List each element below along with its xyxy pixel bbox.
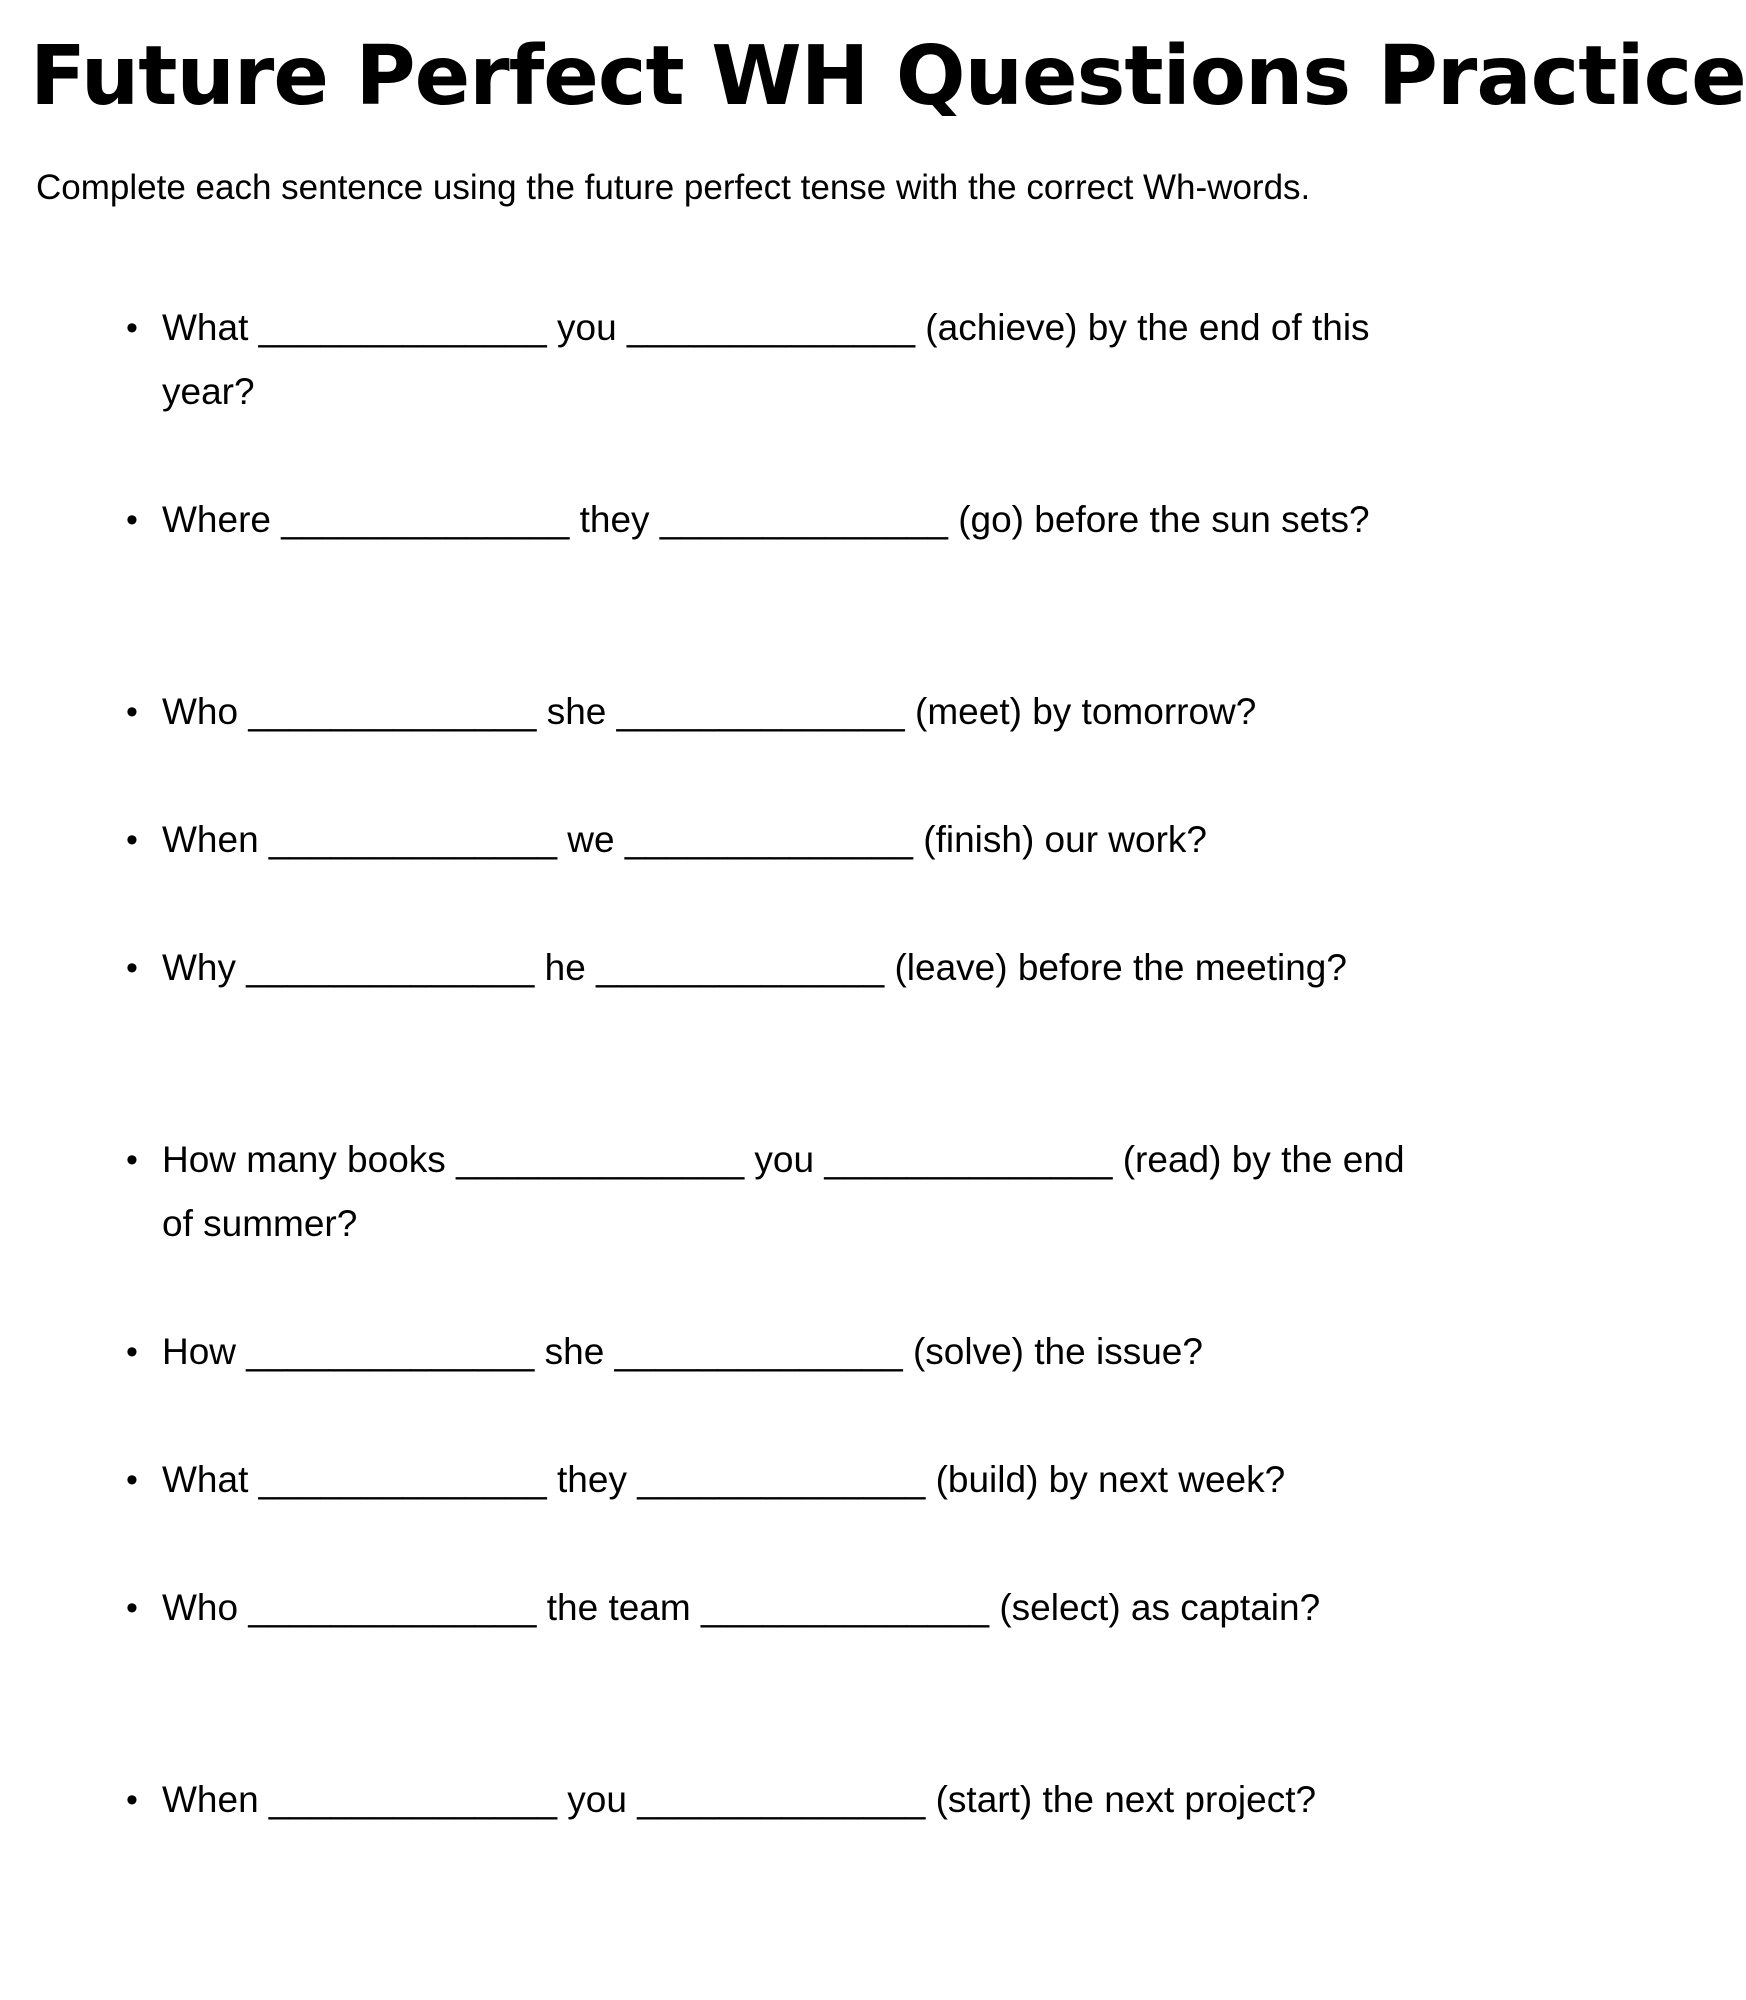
question-item-4: • When ______________ we ______________ (finish) our work? [110,808,1410,872]
question-item-5: • Why ______________ he ______________ (leave) before the meeting? [110,936,1410,1064]
question-item-1: • What ______________ you ______________ (achieve) by the end of this year? [110,296,1410,424]
question-item-3: • Who ______________ she ______________ (meet) by tomorrow? [110,680,1410,744]
question-item-6: • How many books ______________ you ______________ (read) by the end of summer? [110,1128,1410,1256]
question-item-8: • What ______________ they ______________ (build) by next week? [110,1448,1410,1512]
question-item-9: • Who ______________ the team ______________ (select) as captain? [110,1576,1410,1704]
question-item-7: • How ______________ she ______________ (solve) the issue? [110,1320,1410,1384]
question-item-10: • When ______________ you ______________ (start) the next project? [110,1768,1410,1896]
worksheet-title: Future Perfect WH Questions Practice [30,29,1746,124]
question-item-2: • Where ______________ they ______________ (go) before the sun sets? [110,488,1410,616]
question-list [110,296,1410,1960]
worksheet-instructions: Complete each sentence using the future perfect tense with the correct Wh-words. [36,168,1311,207]
